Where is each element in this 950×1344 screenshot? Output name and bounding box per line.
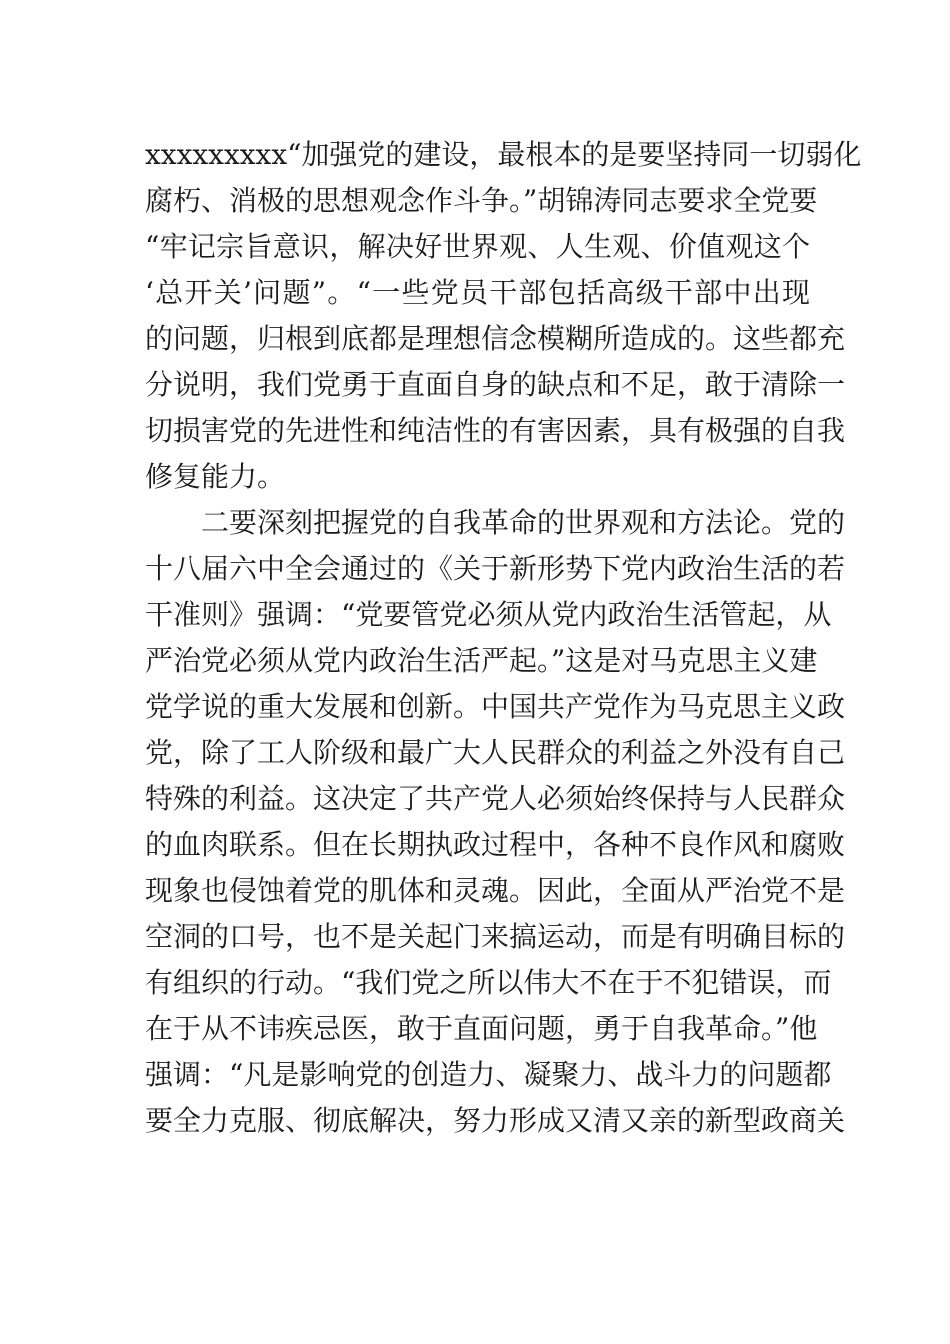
text-line: 的问题，归根到底都是理想信念模糊所造成的。这些都充 (145, 322, 846, 355)
text-line: xxxxxxxxx“加强党的建设，最根本的是要坚持同一切弱化 (145, 138, 862, 171)
text-line: 修复能力。 (145, 460, 286, 493)
text-line: 有组织的行动。“我们党之所以伟大不在于不犯错误，而 (145, 966, 832, 999)
text-line: 切损害党的先进性和纯洁性的有害因素，具有极强的自我 (145, 414, 846, 447)
document-body (145, 132, 862, 1144)
text-line: 党学说的重大发展和创新。中国共产党作为马克思主义政 (145, 690, 846, 723)
text-line: 党，除了工人阶级和最广大人民群众的利益之外没有自己 (145, 736, 846, 769)
text-line: 干准则》强调：“党要管党必须从党内政治生活管起，从 (145, 598, 832, 631)
text-line: 的血肉联系。但在长期执政过程中，各种不良作风和腐败 (145, 828, 846, 861)
text-line: 腐朽、消极的思想观念作斗争。”胡锦涛同志要求全党要 (145, 184, 818, 217)
text-line: ‘总开关’问题”。“一些党员干部包括高级干部中出现 (145, 276, 810, 309)
text-line: 特殊的利益。这决定了共产党人必须始终保持与人民群众 (145, 782, 846, 815)
text-line: 在于从不讳疾忌医，敢于直面问题，勇于自我革命。”他 (145, 1012, 818, 1045)
text-line: 空洞的口号，也不是关起门来搞运动，而是有明确目标的 (145, 920, 846, 953)
text-line: 十八届六中全会通过的《关于新形势下党内政治生活的若 (145, 552, 846, 585)
text-line: 强调：“凡是影响党的创造力、凝聚力、战斗力的问题都 (145, 1058, 832, 1091)
text-line: 要全力克服、彻底解决，努力形成又清又亲的新型政商关 (145, 1104, 846, 1137)
text-line: “牢记宗旨意识，解决好世界观、人生观、价值观这个 (145, 230, 810, 263)
text-line: 现象也侵蚀着党的肌体和灵魂。因此，全面从严治党不是 (145, 874, 846, 907)
paragraph-first-line: 二要深刻把握党的自我革命的世界观和方法论。党的 (201, 506, 846, 539)
text-line: 严治党必须从党内政治生活严起。”这是对马克思主义建 (145, 644, 818, 677)
text-line: 分说明，我们党勇于直面自身的缺点和不足，敢于清除一 (145, 368, 846, 401)
